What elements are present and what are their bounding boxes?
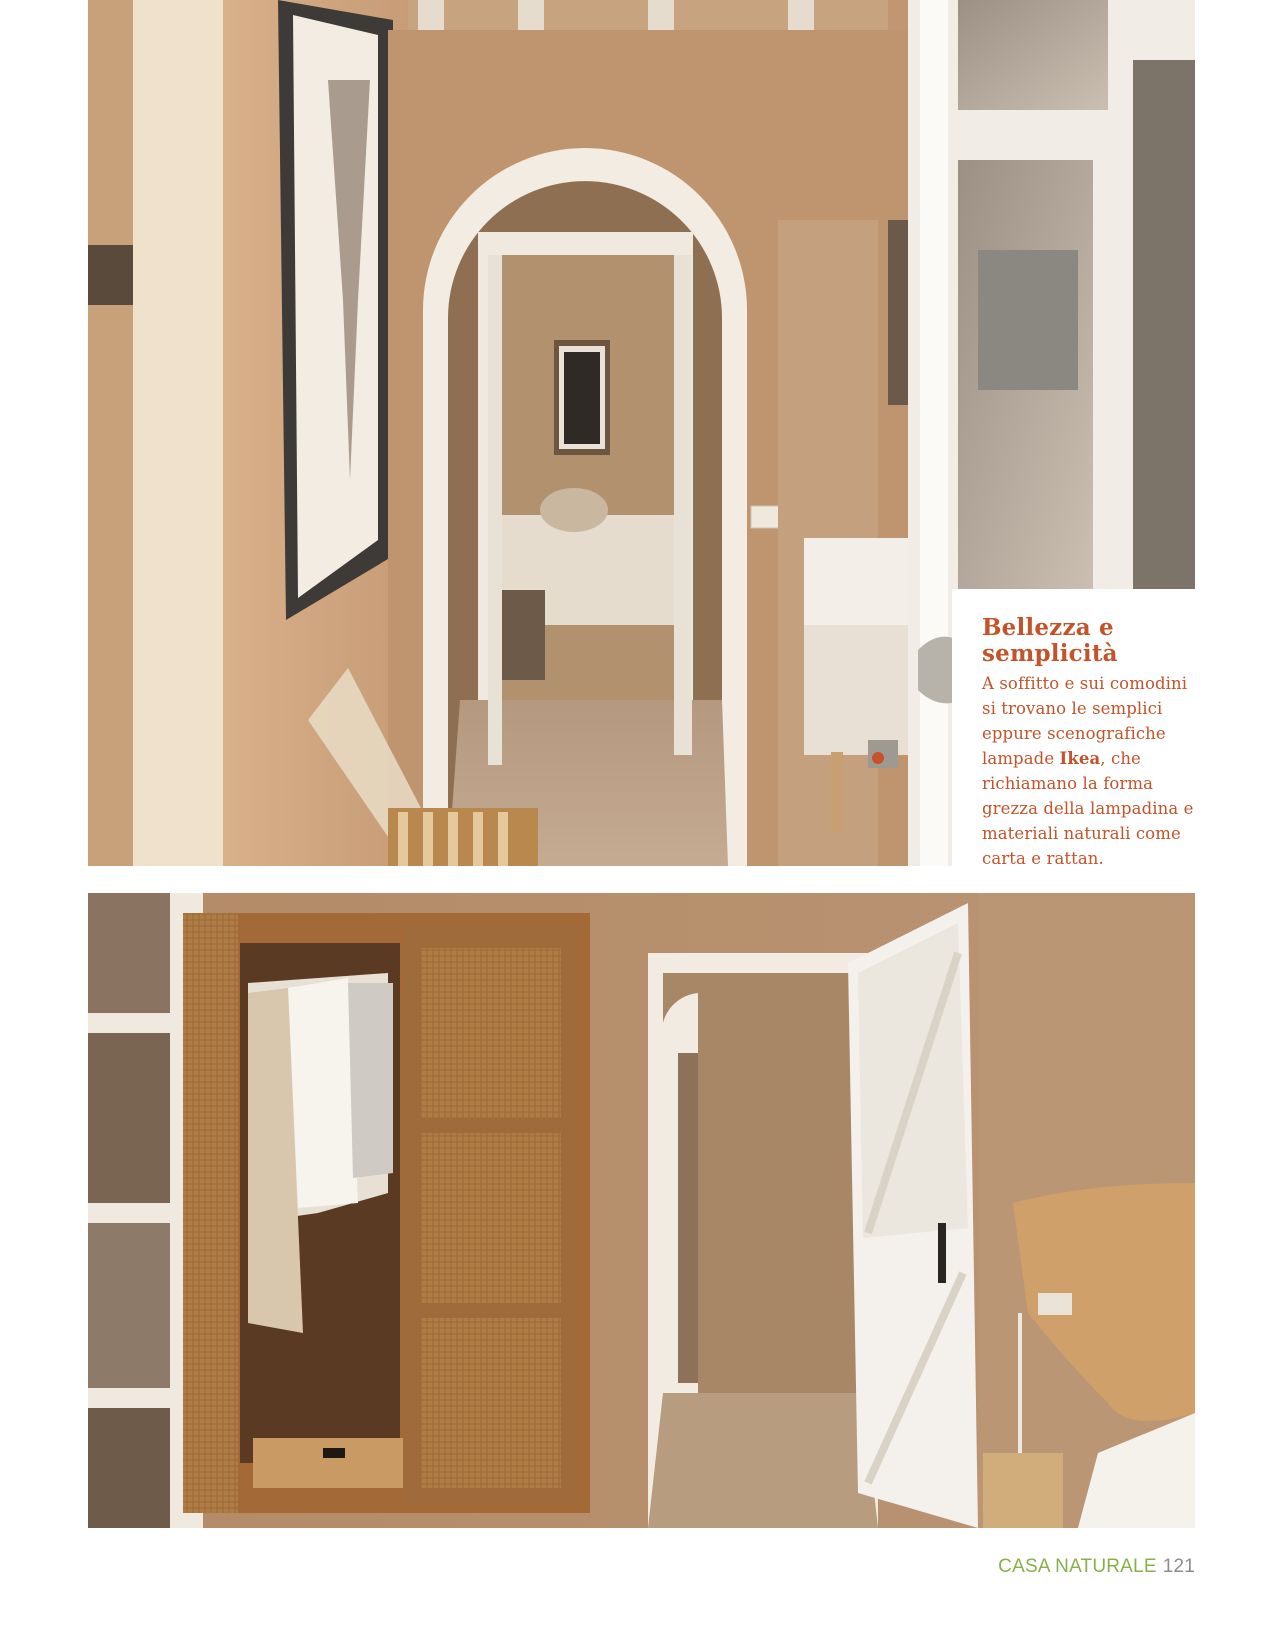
magazine-name: CASA NATURALE <box>998 1556 1157 1577</box>
caption-text-start: A soffitto e sui comodini si trovano le semplici eppure scenografiche lampade <box>982 674 1188 768</box>
caption-box <box>952 589 1200 866</box>
caption-body <box>982 671 1200 871</box>
caption-brand: Ikea <box>1059 749 1101 768</box>
bedroom-wardrobe-photo <box>88 893 1195 1528</box>
page-number: 121 <box>1162 1556 1195 1577</box>
page-footer <box>998 1556 1195 1580</box>
caption-title: Bellezza e semplicità <box>982 614 1118 667</box>
caption-text-end: , che richiamano la forma grezza della lampadina e materiali naturali come carta e rattan. <box>982 749 1194 868</box>
